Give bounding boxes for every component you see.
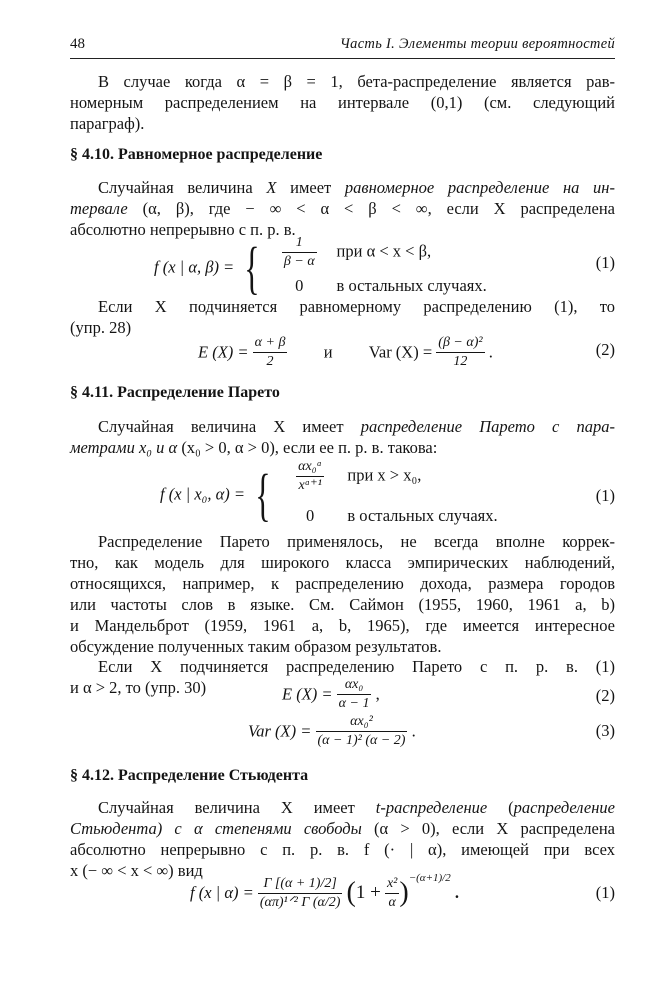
- uniform-definition: [70, 177, 615, 240]
- uniform-density-formula: f (x | α, β) = { $\frac{1}{\beta - \alpha}$ при α < x < β, 0 в остальных случаях.: [154, 234, 487, 300]
- uniform-moments-formula: E (X) = $\frac{\alpha + \beta}{2}$ и Var (X) = $\frac{\text{(β − α)²}}{12}$ .: [198, 335, 493, 369]
- equation-number: (1): [595, 486, 615, 505]
- intro-line: номерным распределением на интервале (0,1) (см. следующий: [70, 93, 615, 112]
- page-number: 48: [70, 36, 85, 52]
- running-title: Часть I. Элементы теории вероятностей: [339, 36, 615, 52]
- pareto-discussion: Распределение Парето применялось, не всегда вполне коррек- тно, как модель для широкого класса эмпирических наблюдений, относящихся, например, к распределению дохода, размера городов или частоты слов в языке. См. Саймон (1955, 1960, 1961 a, b) и Мандельброт (1959, 1961 a, b, 1965), где имеется интересное обсуждение полученных таким образом результатов.: [70, 532, 615, 656]
- paragraph-line: Случайная величина X имеет равномерное распределение на ин-: [98, 178, 615, 197]
- header-rule: [70, 58, 615, 59]
- section-heading-4-12: § 4.12. Распределение Стьюдента: [70, 767, 309, 784]
- student-definition: Случайная величина X имеет t-распределение (распределение Стьюдента) с α степенями свободы (α > 0), если X распределена абсолютно непрерывно с п. р. в. f (· | α), имеющей при всех x (− ∞ < x < ∞) вид: [70, 798, 615, 880]
- intro-line: В случае когда α = β = 1, бета-распределение является рав-: [98, 72, 615, 91]
- pareto-variance-formula: Var (X) = $\frac{\text{αx₀²}}{\text{(α − 1)² (α − 2)}}$ .: [248, 714, 416, 748]
- pareto-mean-formula: E (X) = $\frac{\text{αx₀}}{\alpha - 1}$ ,: [282, 677, 380, 711]
- equation-number: (1): [595, 253, 615, 272]
- running-header: [70, 34, 615, 58]
- equation-number: (2): [595, 686, 615, 705]
- equation-number: (2): [595, 340, 615, 359]
- section-heading-4-10: § 4.10. Равномерное распределение: [70, 146, 323, 163]
- left-brace: {: [255, 461, 271, 527]
- equation-number: (3): [595, 721, 615, 740]
- page: [70, 0, 615, 1000]
- section-heading-4-11: § 4.11. Распределение Парето: [70, 384, 280, 401]
- paragraph-line: абсолютно непрерывно с п. р. в.: [70, 220, 296, 239]
- equation-number: (1): [595, 883, 615, 902]
- pareto-density-formula: f (x | x₀, α) = { $\frac{\text{αx₀ᵅ}}{\text{xᵅ⁺¹}}$ при x > x₀, 0 в остальных случаях.: [160, 459, 498, 527]
- cases: $\frac{1}{\beta - \alpha}$ при α < x < β, 0 в остальных случаях.: [283, 235, 487, 295]
- paragraph-line: тервале (α, β), где − ∞ < α < β < ∞, если X распределена: [70, 199, 615, 218]
- left-brace: {: [244, 234, 260, 300]
- intro-paragraph: [70, 71, 615, 134]
- pareto-moments-text: Если X подчиняется распределению Парето с п. р. в. (1) и α > 2, то (упр. 30): [70, 657, 615, 697]
- uniform-moments-text: Если X подчиняется равномерному распределению (1), то (упр. 28): [70, 297, 615, 337]
- pareto-definition: Случайная величина X имеет распределение Парето с пара- метрами x₀ и α (x₀ > 0, α > 0), если ее п. р. в. такова:: [70, 417, 616, 457]
- intro-line: параграф).: [70, 114, 145, 133]
- student-density-formula: f (x | α) = $\frac{\Gamma [(\alpha + 1)/2]}{\text{(απ)¹ᐟ² Γ (α/2)}}$ (1 + $\frac{\text{x²}}{\alpha}$ )$^{-(\alpha+1)/2}$ .: [190, 872, 459, 910]
